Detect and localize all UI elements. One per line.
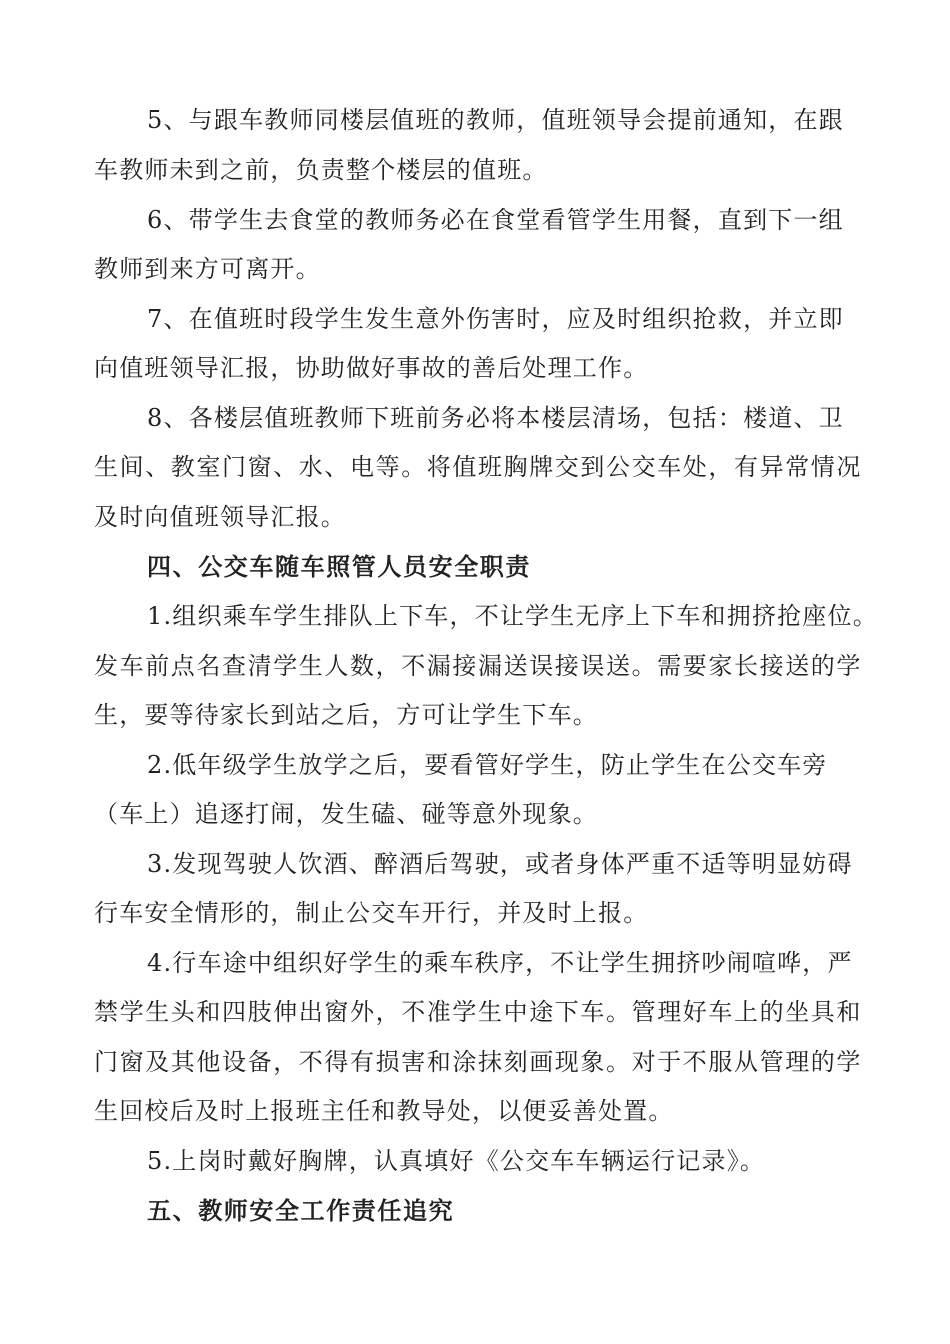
paragraph-line: 1.组织乘车学生排队上下车，不让学生无序上下车和拥挤抢座位。 (147, 602, 878, 630)
paragraph-line: 禁学生头和四肢伸出窗外，不准学生中途下车。管理好车上的坐具和 (94, 998, 862, 1026)
paragraph-line: 6、带学生去食堂的教师务必在食堂看管学生用餐，直到下一组 (147, 206, 844, 234)
paragraph-line: 车教师未到之前，负责整个楼层的值班。 (94, 156, 548, 184)
paragraph-line: 5、与跟车教师同楼层值班的教师，值班领导会提前通知，在跟 (147, 106, 844, 134)
paragraph-line: 7、在值班时段学生发生意外伤害时，应及时组织抢救，并立即 (147, 305, 844, 333)
paragraph-line: 教师到来方可离开。 (94, 255, 321, 283)
paragraph-line: 生间、教室门窗、水、电等。将值班胸牌交到公交车处，有异常情况 (94, 453, 862, 481)
paragraph-line: 5.上岗时戴好胸牌，认真填好《公交车车辆运行记录》。 (147, 1147, 766, 1175)
paragraph-line: 及时向值班领导汇报。 (94, 503, 346, 531)
paragraph-line: 生，要等待家长到站之后，方可让学生下车。 (94, 701, 598, 729)
paragraph-line: 生回校后及时上报班主任和教导处，以便妥善处置。 (94, 1097, 674, 1125)
paragraph-line: 发车前点名查清学生人数，不漏接漏送误接误送。需要家长接送的学 (94, 652, 862, 680)
paragraph-line: 3.发现驾驶人饮酒、醉酒后驾驶，或者身体严重不适等明显妨碍 (147, 850, 853, 878)
paragraph-line: 向值班领导汇报，协助做好事故的善后处理工作。 (94, 354, 649, 382)
paragraph-line: 8、各楼层值班教师下班前务必将本楼层清场，包括：楼道、卫 (147, 404, 844, 432)
paragraph-line: 行车安全情形的，制止公交车开行，并及时上报。 (94, 899, 649, 927)
paragraph-line: 2.低年级学生放学之后，要看管好学生，防止学生在公交车旁 (147, 751, 828, 779)
paragraph-line: 门窗及其他设备，不得有损害和涂抹刻画现象。对于不服从管理的学 (94, 1048, 862, 1076)
paragraph-line: 4.行车途中组织好学生的乘车秩序，不让学生拥挤吵闹喧哗，严 (147, 949, 853, 977)
section-heading: 五、教师安全工作责任追究 (147, 1197, 455, 1225)
section-heading: 四、公交车随车照管人员安全职责 (147, 553, 531, 581)
paragraph-line: （车上）追逐打闹，发生磕、碰等意外现象。 (94, 800, 598, 828)
